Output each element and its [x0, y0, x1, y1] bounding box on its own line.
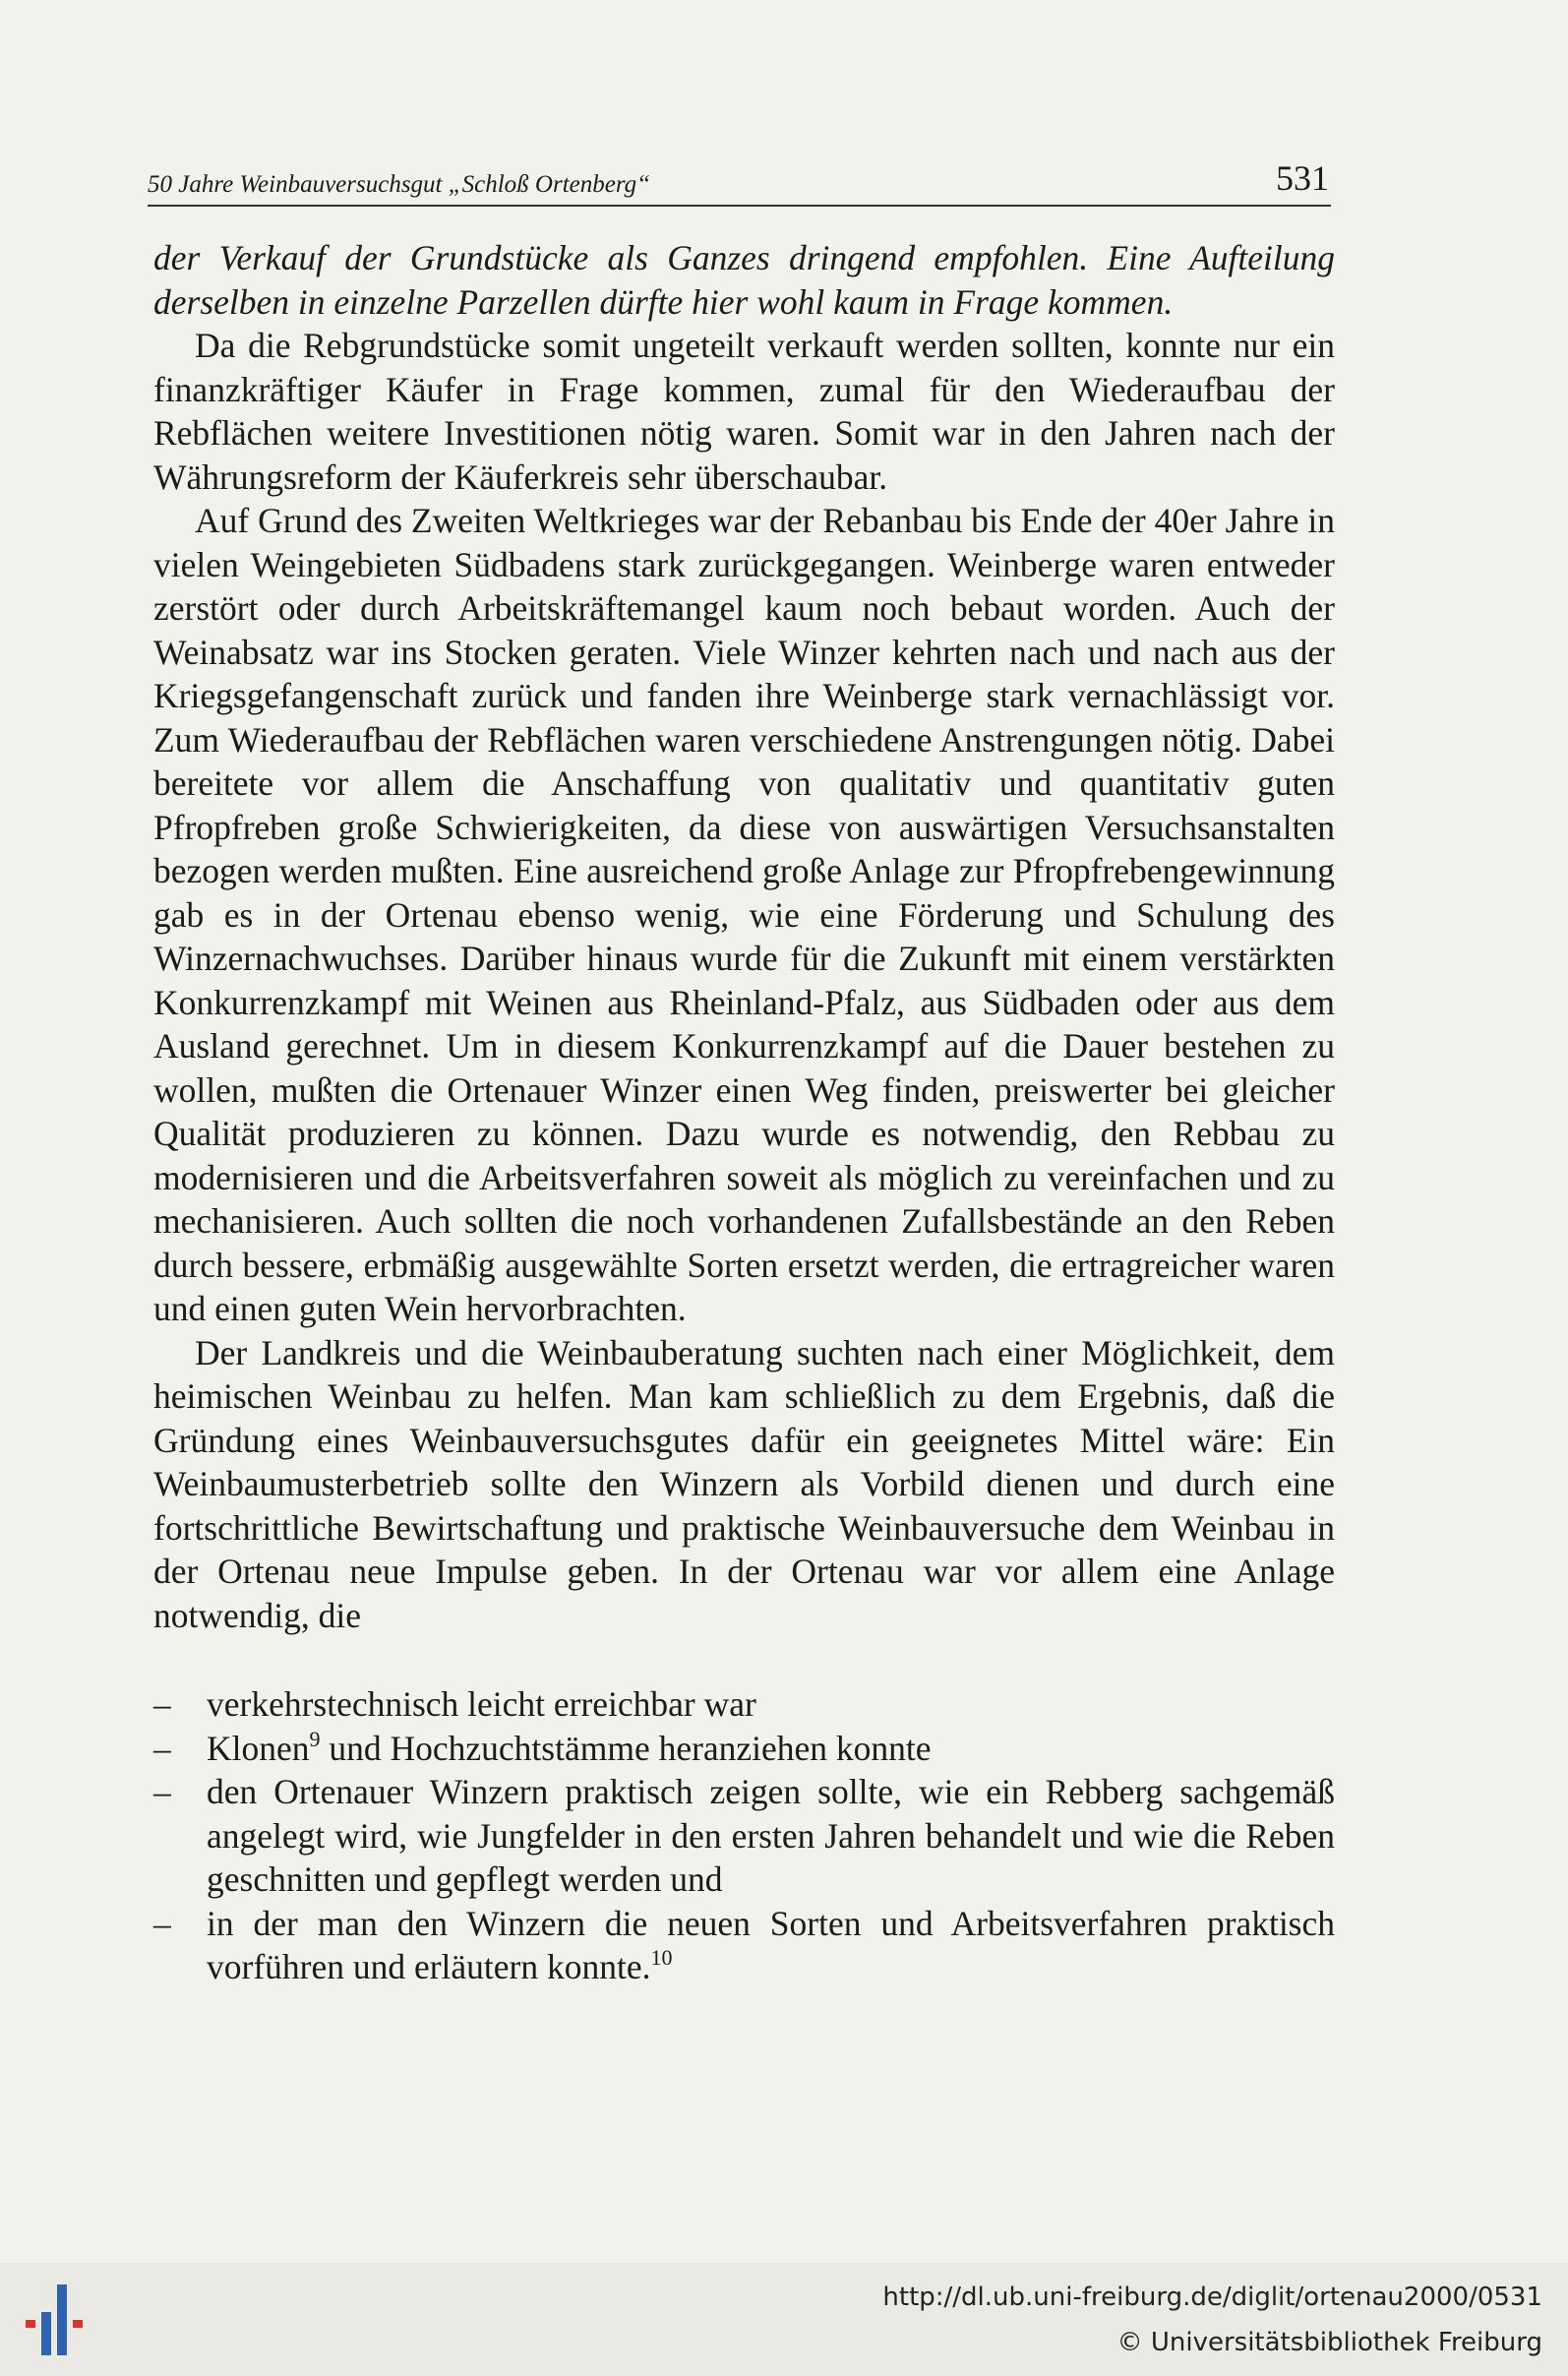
dash-bullet: –: [153, 1903, 171, 1943]
paragraph: Der Landkreis und die Weinbauberatung suchten nach einer Möglichkeit, dem heimischen Weinbau zu helfen. Man kam schließlich zu dem Ergebnis, daß die Gründung eines Weinbauversuchsgutes dafür ein geeignetes Mittel wäre: Ein Weinbaumusterbetrieb sollte den Winzern als Vorbild dienen und durch eine fortschrittliche Bewirtschaftung und praktische Weinbauversuche dem Weinbau in der Ortenau neue Impulse geben. In der Ortenau war vor allem eine Anlage notwendig, die: [153, 1332, 1335, 1635]
source-url-link[interactable]: http://dl.ub.uni-freiburg.de/diglit/ortenau2000/0531: [882, 2283, 1542, 2312]
running-head: 50 Jahre Weinbauversuchsgut „Schloß Ortenberg“: [148, 171, 651, 198]
list-item-text: in der man den Winzern die neuen Sorten und Arbeitsverfahren praktisch vorführen und erläutern konnte.: [207, 1903, 1335, 1986]
university-library-logo-icon: [20, 2283, 98, 2357]
list-item-text: Klonen: [207, 1728, 310, 1768]
requirements-list: [153, 1682, 1335, 1989]
library-footer: [0, 2263, 1568, 2376]
list-item: [153, 1727, 1335, 1771]
list-item-text: den Ortenauer Winzern praktisch zeigen sollte, wie ein Rebberg sachgemäß angelegt wird, wie Jungfelder in den ersten Jahren behandelt und wie die Reben geschnitten und gepflegt werden und: [207, 1772, 1335, 1899]
footnote-ref: 9: [309, 1726, 321, 1751]
page-number: 531: [1276, 158, 1329, 198]
intro-paragraph: der Verkauf der Grundstücke als Ganzes dringend empfohlen. Eine Aufteilung derselben in einzelne Parzellen dürfte hier wohl kaum in Frage kommen.: [153, 238, 1335, 322]
list-item-text: verkehrstechnisch leicht erreichbar war: [207, 1684, 756, 1724]
list-item: [153, 1770, 1335, 1902]
page-header: [148, 155, 1331, 207]
copyright-notice: © Universitätsbibliothek Freiburg: [1116, 2328, 1542, 2357]
list-item-text: und Hochzuchtstämme heranziehen konnte: [320, 1728, 932, 1768]
body-text: [153, 236, 1335, 1989]
dash-bullet: –: [153, 1772, 171, 1811]
dash-bullet: –: [153, 1728, 171, 1768]
list-item: [153, 1682, 1335, 1727]
footnote-ref: 10: [650, 1945, 673, 1970]
paragraph: Da die Rebgrundstücke somit ungeteilt verkauft werden sollten, konnte nur ein finanzkräftiger Käufer in Frage kommen, zumal für den Wiederaufbau der Rebflächen weitere Investitionen nötig waren. Somit war in den Jahren nach der Währungsreform der Käuferkreis sehr überschaubar.: [153, 326, 1335, 497]
dash-bullet: –: [153, 1684, 171, 1724]
paragraph: Auf Grund des Zweiten Weltkrieges war der Rebanbau bis Ende der 40er Jahre in vielen Weingebieten Südbadens stark zurückgegangen. Weinberge waren entweder zerstört oder durch Arbeitskräftemangel kaum noch bebaut worden. Auch der Weinabsatz war ins Stocken geraten. Viele Winzer kehrten nach und nach aus der Kriegsgefangenschaft zurück und fanden ihre Weinberge stark vernachlässigt vor. Zum Wiederaufbau der Rebflächen waren verschiedene Anstrengungen nötig. Dabei bereitete vor allem die Anschaffung von qualitativ und quantitativ guten Pfropfreben große Schwierigkeiten, da diese von auswärtigen Versuchsanstalten bezogen werden mußten. Eine ausreichend große Anlage zur Pfropfrebengewinnung gab es in der Ortenau ebenso wenig, wie eine Förderung und Schulung des Winzernachwuchses. Darüber hinaus wurde für die Zukunft mit einem verstärkten Konkurrenzkampf mit Weinen aus Rheinland-Pfalz, aus Südbaden oder aus dem Ausland gerechnet. Um in diesem Konkurrenzkampf auf die Dauer bestehen zu wollen, mußten die Ortenauer Winzer einen Weg finden, preiswerter bei gleicher Qualität produzieren zu können. Dazu wurde es notwendig, den Rebbau zu modernisieren und die Arbeitsverfahren soweit als möglich zu vereinfachen und zu mechanisieren. Auch sollten die noch vorhandenen Zufallsbestände an den Reben durch bessere, erbmäßig ausgewählte Sorten ersetzt werden, die ertragreicher waren und einen guten Wein hervorbrachten.: [153, 501, 1335, 1328]
list-item: [153, 1902, 1335, 1989]
